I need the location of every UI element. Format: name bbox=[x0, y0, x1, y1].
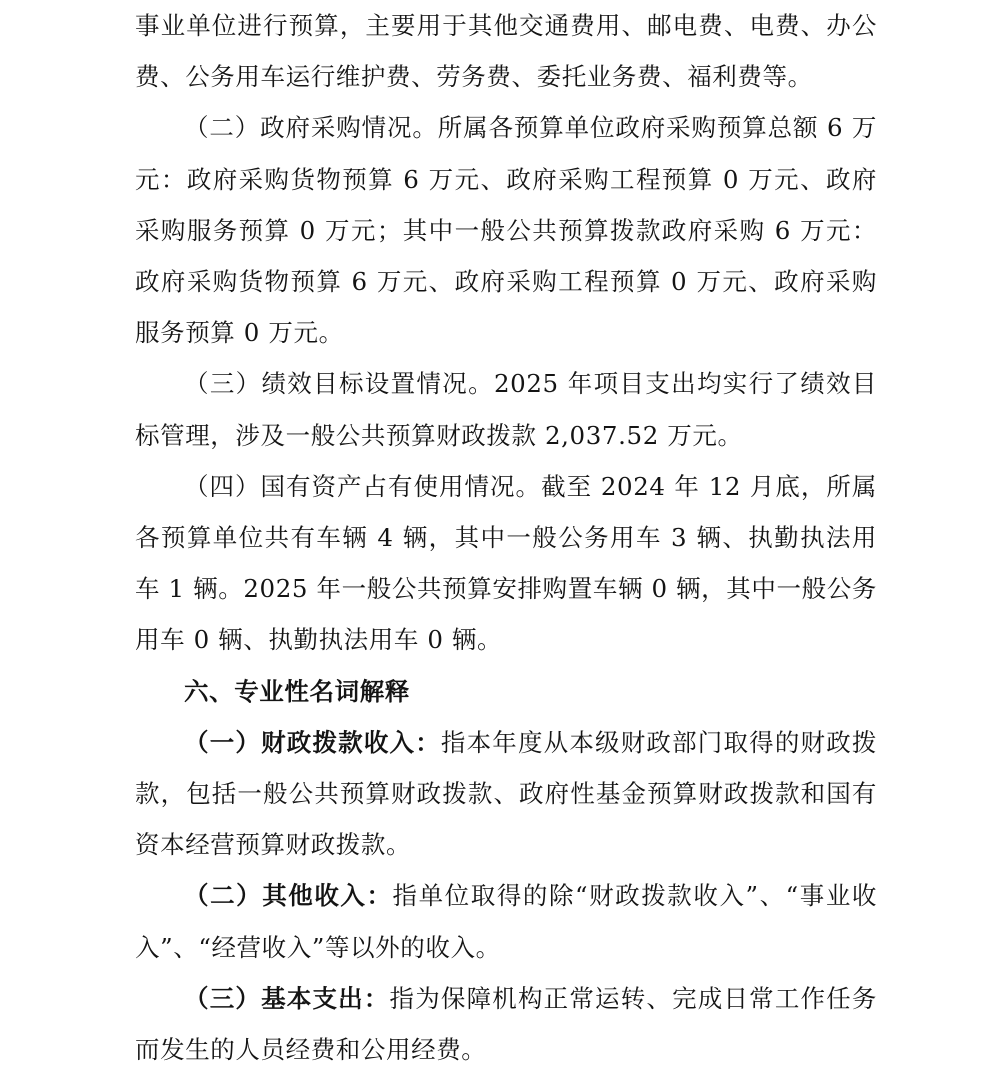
term-definition: 指单位取得的除“财政拨款收入”、“事业收入”、“经营收入”等以外的收入。 bbox=[135, 881, 877, 962]
term-basic-expenditure bbox=[135, 973, 877, 1075]
paragraph-state-assets bbox=[135, 461, 877, 666]
paragraph-text: 截至 2024 年 12 月底，所属各预算单位共有车辆 4 辆，其中一般公务用车 3 辆、执勤执法用车 1 辆。2025 年一般公共预算安排购置车辆 0 辆，其中一般公务用车 0 辆、执勤执法用车 0 辆。 bbox=[135, 471, 877, 655]
section-heading: 六、专业性名词解释 bbox=[184, 676, 410, 706]
term-label: （一）财政拨款收入： bbox=[184, 727, 441, 757]
paragraph-performance-targets bbox=[135, 358, 877, 460]
paragraph-budget-usage bbox=[135, 0, 877, 102]
paragraph-text: 2025 年项目支出均实行了绩效目标管理，涉及一般公共预算财政拨款 2,037.52 万元。 bbox=[135, 369, 878, 450]
paragraph-lead: （二）政府采购情况。 bbox=[184, 113, 438, 143]
paragraph-text: 事业单位进行预算，主要用于其他交通费用、邮电费、电费、办公费、公务用车运行维护费、劳务费、委托业务费、福利费等。 bbox=[135, 11, 877, 92]
document-page bbox=[135, 0, 877, 1075]
term-definition: 指本年度从本级财政部门取得的财政拨款，包括一般公共预算财政拨款、政府性基金预算财政拨款和国有资本经营预算财政拨款。 bbox=[135, 727, 878, 860]
term-other-income bbox=[135, 870, 877, 972]
paragraph-government-procurement bbox=[135, 102, 877, 358]
term-definition: 指为保障机构正常运转、完成日常工作任务而发生的人员经费和公用经费。 bbox=[135, 983, 877, 1065]
term-fiscal-appropriation-income bbox=[135, 717, 877, 871]
term-label: （二）其他收入： bbox=[184, 881, 393, 911]
term-label: （三）基本支出： bbox=[184, 983, 390, 1013]
paragraph-text: 所属各预算单位政府采购预算总额 6 万元：政府采购货物预算 6 万元、政府采购工程预算 0 万元、政府采购服务预算 0 万元；其中一般公共预算拨款政府采购 6 万元：政府采购货物预算 6 万元、政府采购工程预算 0 万元、政府采购服务预算 0 万元。 bbox=[135, 113, 878, 348]
paragraph-lead: （四）国有资产占有使用情况。 bbox=[184, 471, 542, 501]
paragraph-lead: （三）绩效目标设置情况。 bbox=[184, 369, 494, 399]
